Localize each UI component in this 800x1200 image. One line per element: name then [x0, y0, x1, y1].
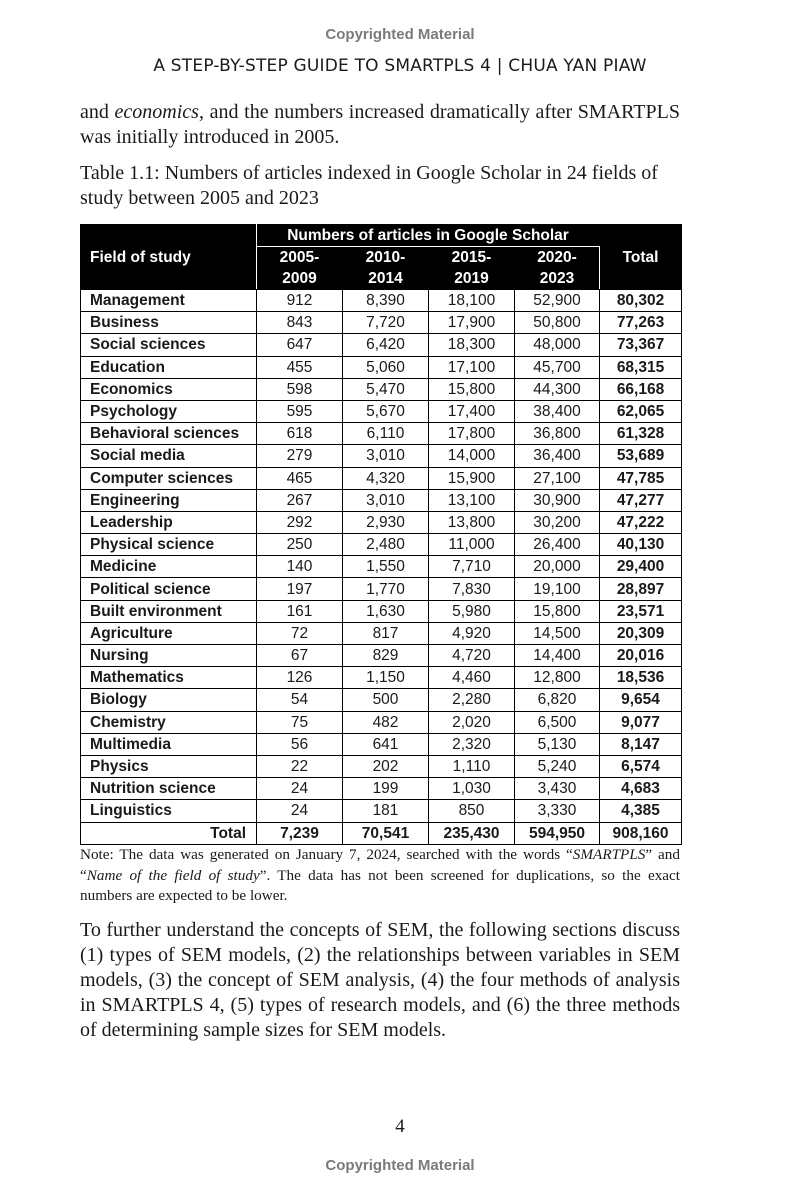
- row-total: 8,147: [600, 733, 682, 755]
- row-period-1: 267: [257, 489, 343, 511]
- table-row: [81, 556, 682, 578]
- row-period-2: 8,390: [343, 290, 429, 312]
- row-period-3: 7,710: [429, 556, 515, 578]
- row-period-4: 48,000: [515, 334, 600, 356]
- row-period-2: 1,150: [343, 667, 429, 689]
- watermark-top: Copyrighted Material: [325, 26, 475, 43]
- row-period-3: 17,100: [429, 356, 515, 378]
- row-period-2: 7,720: [343, 312, 429, 334]
- row-period-4: 26,400: [515, 534, 600, 556]
- row-field-name: Psychology: [81, 400, 257, 422]
- table-row: [81, 578, 682, 600]
- table-row: [81, 645, 682, 667]
- running-head: A STEP-BY-STEP GUIDE TO SMARTPLS 4 | CHUA YAN PIAW: [153, 56, 647, 76]
- row-period-3: 2,280: [429, 689, 515, 711]
- total-row-p3: 235,430: [429, 822, 515, 844]
- row-period-2: 1,630: [343, 600, 429, 622]
- row-period-3: 5,980: [429, 600, 515, 622]
- row-period-4: 30,200: [515, 511, 600, 533]
- total-row-label: Total: [81, 822, 257, 844]
- row-field-name: Computer sciences: [81, 467, 257, 489]
- total-row-p4: 594,950: [515, 822, 600, 844]
- row-period-1: 67: [257, 645, 343, 667]
- table-row: [81, 290, 682, 312]
- row-period-2: 202: [343, 755, 429, 777]
- row-period-3: 18,300: [429, 334, 515, 356]
- row-period-4: 12,800: [515, 667, 600, 689]
- row-period-4: 19,100: [515, 578, 600, 600]
- row-period-3: 2,020: [429, 711, 515, 733]
- row-period-1: 250: [257, 534, 343, 556]
- row-period-2: 5,470: [343, 378, 429, 400]
- row-period-1: 279: [257, 445, 343, 467]
- table-row: [81, 378, 682, 400]
- row-total: 47,785: [600, 467, 682, 489]
- row-period-1: 843: [257, 312, 343, 334]
- row-period-4: 50,800: [515, 312, 600, 334]
- row-field-name: Physical science: [81, 534, 257, 556]
- note-part-e: ”. The data has not been screened for duplications, so the exact numbers are expected to be lower.: [80, 866, 681, 904]
- row-total: 61,328: [600, 423, 682, 445]
- row-period-4: 5,240: [515, 755, 600, 777]
- row-period-3: 11,000: [429, 534, 515, 556]
- row-period-4: 3,330: [515, 800, 600, 822]
- row-total: 47,222: [600, 511, 682, 533]
- row-period-2: 2,930: [343, 511, 429, 533]
- table-row: [81, 667, 682, 689]
- table-row: [81, 445, 682, 467]
- table-row: [81, 400, 682, 422]
- row-total: 9,654: [600, 689, 682, 711]
- row-total: 9,077: [600, 711, 682, 733]
- note-italic-field: Name of the field of study: [86, 866, 260, 884]
- row-period-4: 14,400: [515, 645, 600, 667]
- row-period-1: 54: [257, 689, 343, 711]
- row-period-2: 6,420: [343, 334, 429, 356]
- intro-text-end: , and the numbers increased dramatically after SMARTPLS was initially introduced in 2005.: [80, 101, 680, 148]
- row-period-1: 292: [257, 511, 343, 533]
- note-italic-smartpls: SMARTPLS: [572, 846, 646, 863]
- row-period-2: 482: [343, 711, 429, 733]
- row-period-3: 17,400: [429, 400, 515, 422]
- header-period-3: 2015- 2019: [429, 247, 515, 290]
- row-field-name: Engineering: [81, 489, 257, 511]
- row-total: 40,130: [600, 534, 682, 556]
- table-total-row: [81, 822, 682, 844]
- table-row: [81, 489, 682, 511]
- row-period-2: 199: [343, 778, 429, 800]
- intro-text-start: and: [80, 101, 115, 123]
- row-period-3: 17,800: [429, 423, 515, 445]
- table-row: [81, 755, 682, 777]
- table-note: [80, 845, 680, 907]
- row-field-name: Economics: [81, 378, 257, 400]
- row-field-name: Agriculture: [81, 622, 257, 644]
- row-field-name: Nutrition science: [81, 778, 257, 800]
- row-total: 20,016: [600, 645, 682, 667]
- row-period-2: 1,770: [343, 578, 429, 600]
- row-period-3: 18,100: [429, 290, 515, 312]
- table-row: [81, 689, 682, 711]
- row-period-4: 36,400: [515, 445, 600, 467]
- row-period-4: 5,130: [515, 733, 600, 755]
- row-period-1: 56: [257, 733, 343, 755]
- row-period-4: 44,300: [515, 378, 600, 400]
- row-total: 68,315: [600, 356, 682, 378]
- row-period-3: 7,830: [429, 578, 515, 600]
- row-period-3: 13,100: [429, 489, 515, 511]
- row-field-name: Medicine: [81, 556, 257, 578]
- table-row: [81, 511, 682, 533]
- row-period-3: 13,800: [429, 511, 515, 533]
- row-field-name: Physics: [81, 755, 257, 777]
- note-part-c: ” and “: [80, 846, 680, 884]
- table-row: [81, 356, 682, 378]
- row-period-3: 2,320: [429, 733, 515, 755]
- row-field-name: Multimedia: [81, 733, 257, 755]
- row-total: 66,168: [600, 378, 682, 400]
- row-total: 53,689: [600, 445, 682, 467]
- row-period-4: 6,820: [515, 689, 600, 711]
- row-period-1: 72: [257, 622, 343, 644]
- row-total: 47,277: [600, 489, 682, 511]
- row-total: 23,571: [600, 600, 682, 622]
- row-period-3: 850: [429, 800, 515, 822]
- header-period-2: 2010- 2014: [343, 247, 429, 290]
- table-row: [81, 800, 682, 822]
- row-total: 28,897: [600, 578, 682, 600]
- row-period-1: 24: [257, 778, 343, 800]
- intro-paragraph: [80, 100, 680, 150]
- row-field-name: Linguistics: [81, 800, 257, 822]
- row-period-3: 4,460: [429, 667, 515, 689]
- row-period-3: 4,720: [429, 645, 515, 667]
- row-period-2: 5,670: [343, 400, 429, 422]
- table-caption: Table 1.1: Numbers of articles indexed in Google Scholar in 24 fields of study between 2005 and 2023: [80, 162, 658, 209]
- row-period-2: 5,060: [343, 356, 429, 378]
- row-period-2: 3,010: [343, 489, 429, 511]
- row-field-name: Leadership: [81, 511, 257, 533]
- row-period-3: 17,900: [429, 312, 515, 334]
- row-period-3: 1,110: [429, 755, 515, 777]
- note-part-a: Note: The data was generated on January 7, 2024, searched with the words “: [80, 846, 573, 863]
- row-period-1: 647: [257, 334, 343, 356]
- row-field-name: Mathematics: [81, 667, 257, 689]
- total-row-total: 908,160: [600, 822, 682, 844]
- row-period-1: 618: [257, 423, 343, 445]
- row-total: 73,367: [600, 334, 682, 356]
- row-period-2: 817: [343, 622, 429, 644]
- header-field-of-study: Field of study: [81, 225, 257, 290]
- row-field-name: Education: [81, 356, 257, 378]
- row-period-4: 6,500: [515, 711, 600, 733]
- row-period-2: 6,110: [343, 423, 429, 445]
- header-group: Numbers of articles in Google Scholar: [257, 225, 600, 247]
- row-total: 20,309: [600, 622, 682, 644]
- concepts-paragraph: To further understand the concepts of SEM, the following sections discuss (1) types of SEM models, (2) the relationships between variables in SEM models, (3) the concept of SEM analysis, (4) the four methods of analysis in SMARTPLS 4, (5) types of research models, and (6) the three methods of determining sample sizes for SEM models.: [80, 919, 680, 1041]
- row-period-2: 2,480: [343, 534, 429, 556]
- row-period-3: 15,900: [429, 467, 515, 489]
- table-row: [81, 778, 682, 800]
- row-period-4: 45,700: [515, 356, 600, 378]
- table-row: [81, 312, 682, 334]
- row-total: 6,574: [600, 755, 682, 777]
- row-period-1: 598: [257, 378, 343, 400]
- row-period-2: 1,550: [343, 556, 429, 578]
- row-total: 62,065: [600, 400, 682, 422]
- row-period-4: 15,800: [515, 600, 600, 622]
- row-period-4: 14,500: [515, 622, 600, 644]
- page-number: 4: [395, 1116, 405, 1137]
- header-period-4: 2020- 2023: [515, 247, 600, 290]
- table-body: [81, 290, 682, 823]
- intro-italic-term: economics: [114, 101, 199, 123]
- table-row: [81, 600, 682, 622]
- row-period-2: 3,010: [343, 445, 429, 467]
- table-row: [81, 534, 682, 556]
- table-row: [81, 467, 682, 489]
- row-field-name: Social sciences: [81, 334, 257, 356]
- row-period-2: 500: [343, 689, 429, 711]
- row-period-3: 4,920: [429, 622, 515, 644]
- row-period-4: 36,800: [515, 423, 600, 445]
- header-period-1: 2005- 2009: [257, 247, 343, 290]
- row-period-1: 595: [257, 400, 343, 422]
- row-period-4: 20,000: [515, 556, 600, 578]
- watermark-bottom: Copyrighted Material: [325, 1157, 475, 1174]
- row-period-1: 22: [257, 755, 343, 777]
- row-period-4: 3,430: [515, 778, 600, 800]
- row-period-4: 30,900: [515, 489, 600, 511]
- row-period-4: 52,900: [515, 290, 600, 312]
- articles-table: [80, 224, 682, 845]
- row-period-4: 27,100: [515, 467, 600, 489]
- row-period-1: 24: [257, 800, 343, 822]
- header-total: Total: [600, 225, 682, 290]
- row-total: 77,263: [600, 312, 682, 334]
- row-field-name: Behavioral sciences: [81, 423, 257, 445]
- row-period-1: 140: [257, 556, 343, 578]
- table-row: [81, 711, 682, 733]
- row-field-name: Biology: [81, 689, 257, 711]
- row-period-1: 455: [257, 356, 343, 378]
- row-period-1: 161: [257, 600, 343, 622]
- row-total: 4,683: [600, 778, 682, 800]
- row-field-name: Built environment: [81, 600, 257, 622]
- row-field-name: Management: [81, 290, 257, 312]
- row-period-2: 641: [343, 733, 429, 755]
- row-total: 80,302: [600, 290, 682, 312]
- row-field-name: Nursing: [81, 645, 257, 667]
- row-total: 29,400: [600, 556, 682, 578]
- table-row: [81, 622, 682, 644]
- row-period-3: 1,030: [429, 778, 515, 800]
- row-period-1: 126: [257, 667, 343, 689]
- row-period-2: 181: [343, 800, 429, 822]
- total-row-p2: 70,541: [343, 822, 429, 844]
- row-total: 18,536: [600, 667, 682, 689]
- table-row: [81, 733, 682, 755]
- row-period-2: 829: [343, 645, 429, 667]
- row-period-1: 465: [257, 467, 343, 489]
- row-field-name: Chemistry: [81, 711, 257, 733]
- row-period-1: 75: [257, 711, 343, 733]
- row-period-3: 15,800: [429, 378, 515, 400]
- row-period-4: 38,400: [515, 400, 600, 422]
- row-field-name: Social media: [81, 445, 257, 467]
- table-row: [81, 423, 682, 445]
- row-field-name: Political science: [81, 578, 257, 600]
- row-field-name: Business: [81, 312, 257, 334]
- total-row-p1: 7,239: [257, 822, 343, 844]
- row-period-2: 4,320: [343, 467, 429, 489]
- row-period-1: 197: [257, 578, 343, 600]
- row-total: 4,385: [600, 800, 682, 822]
- row-period-3: 14,000: [429, 445, 515, 467]
- table-row: [81, 334, 682, 356]
- row-period-1: 912: [257, 290, 343, 312]
